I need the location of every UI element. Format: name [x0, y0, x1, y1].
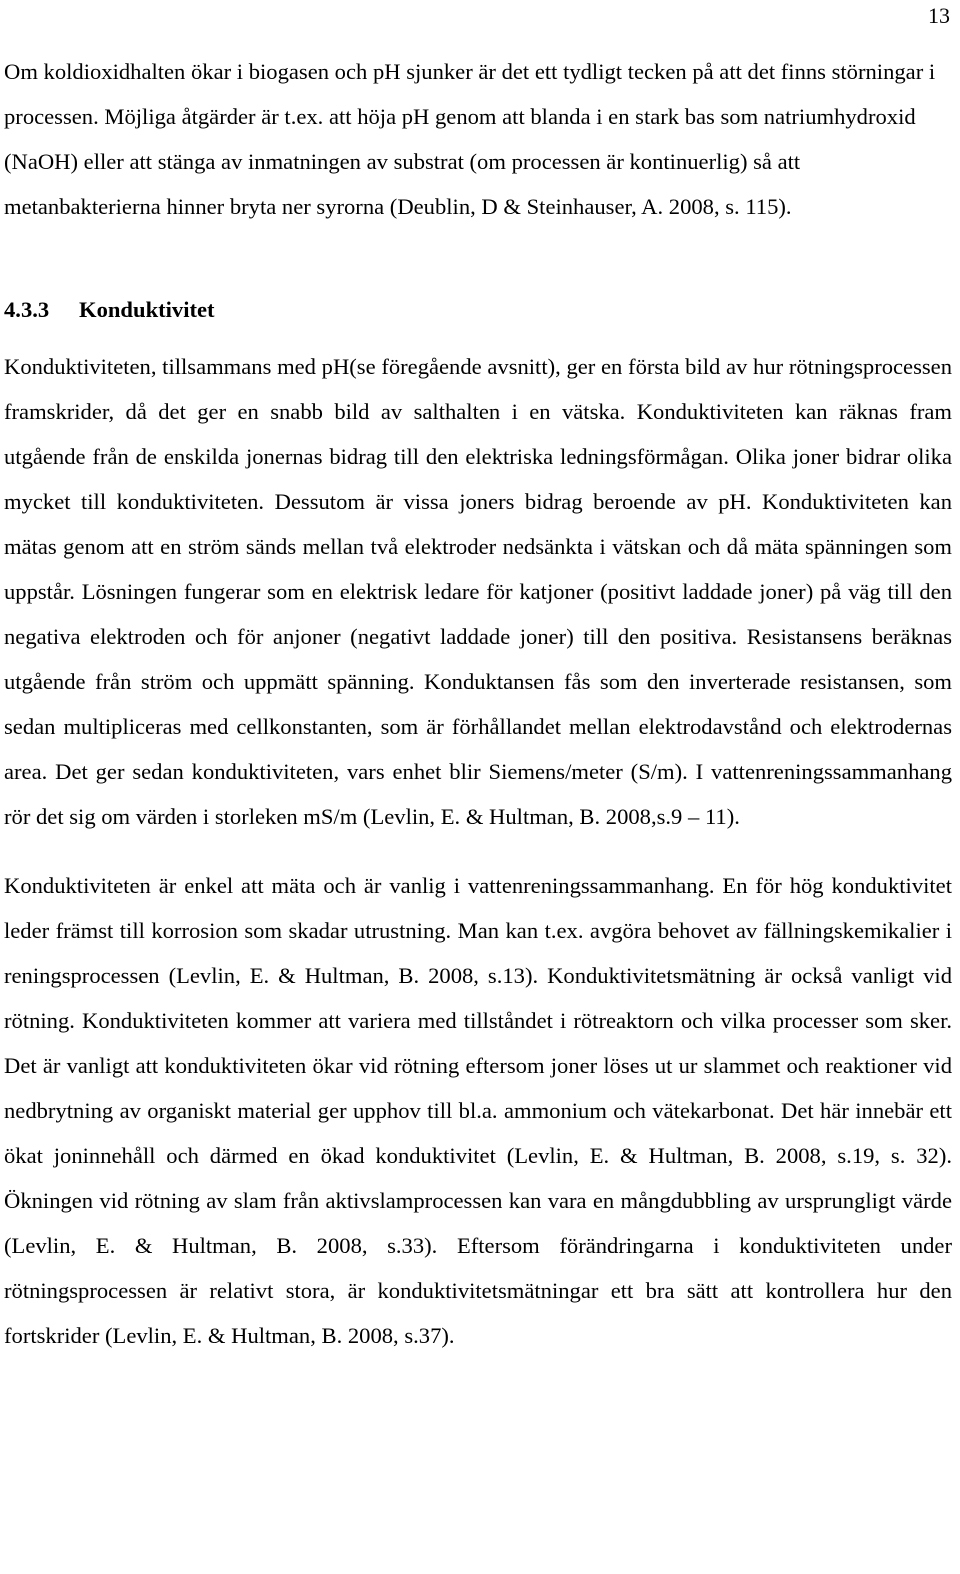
conductivity-paragraph-2: Konduktiviteten är enkel att mäta och är vanlig i vattenreningssammanhang. En för hög konduktivitet leder främst till korrosion som skadar utrustning. Man kan t.ex. avgöra behovet av fällningskemikalier i reningsprocessen (Levlin, E. & Hultman, B. 2008, s.13). Konduktivitetsmätning är också vanligt vid rötning. Konduktiviteten kommer att variera med tillståndet i rötreaktorn och vilka processer som sker. Det är vanligt att konduktiviteten ökar vid rötning eftersom joner löses ut ur slammet och reaktioner vid nedbrytning av organiskt material ger upphov till bl.a. ammonium och vätekarbonat. Det här innebär ett ökat joninnehåll och därmed en ökad konduktivitet (Levlin, E. & Hultman, B. 2008, s.19, s. 32). Ökningen vid rötning av slam från aktivslamprocessen kan vara en mångdubbling av ursprungligt värde (Levlin, E. & Hultman, B. 2008, s.33). Eftersom förändringarna i konduktiviteten under rötningsprocessen är relativt stora, är konduktivitetsmätningar ett bra sätt att kontrollera hur den fortskrider (Levlin, E. & Hultman, B. 2008, s.37). — [4, 873, 952, 1348]
conductivity-paragraph-1: Konduktiviteten, tillsammans med pH(se föregående avsnitt), ger en första bild av hur rötningsprocessen framskrider, då det ger en snabb bild av salthalten i en vätska. Konduktiviteten kan räknas fram utgående från de enskilda jonernas bidrag till den elektriska ledningsförmågan. Olika joner bidrar olika mycket till konduktiviteten. Dessutom är vissa joners bidrag beroende av pH. Konduktiviteten kan mätas genom att en ström sänds mellan två elektroder nedsänkta i vätskan och då mäta spänningen som uppstår. Lösningen fungerar som en elektrisk ledare för katjoner (positivt laddade joner) på väg till den negativa elektroden och för anjoner (negativt laddade joner) till den positiva. Resistansens beräknas utgående från ström och uppmätt spänning. Konduktansen fås som den inverterade resistansen, som sedan multipliceras med cellkonstanten, som är förhållandet mellan elektrodavstånd och elektrodernas area. Det ger sedan konduktiviteten, vars enhet blir Siemens/meter (S/m). I vattenreningssammanhang rör det sig om värden i storleken mS/m (Levlin, E. & Hultman, B. 2008,s.9 – 11). — [4, 354, 952, 829]
document-body — [4, 49, 952, 1358]
section-heading — [4, 287, 952, 332]
intro-paragraph: Om koldioxidhalten ökar i biogasen och pH sjunker är det ett tydligt tecken på att det finns störningar i processen. Möjliga åtgärder är t.ex. att höja pH genom att blanda i en stark bas som natriumhydroxid (NaOH) eller att stänga av inmatningen av substrat (om processen är kontinuerlig) så att metanbakterierna hinner bryta ner syrorna (Deublin, D & Steinhauser, A. 2008, s. 115). — [4, 59, 936, 219]
section-number: 4.3.3 — [4, 297, 50, 322]
page-number: 13 — [928, 3, 950, 28]
section-title: Konduktivitet — [79, 297, 215, 322]
